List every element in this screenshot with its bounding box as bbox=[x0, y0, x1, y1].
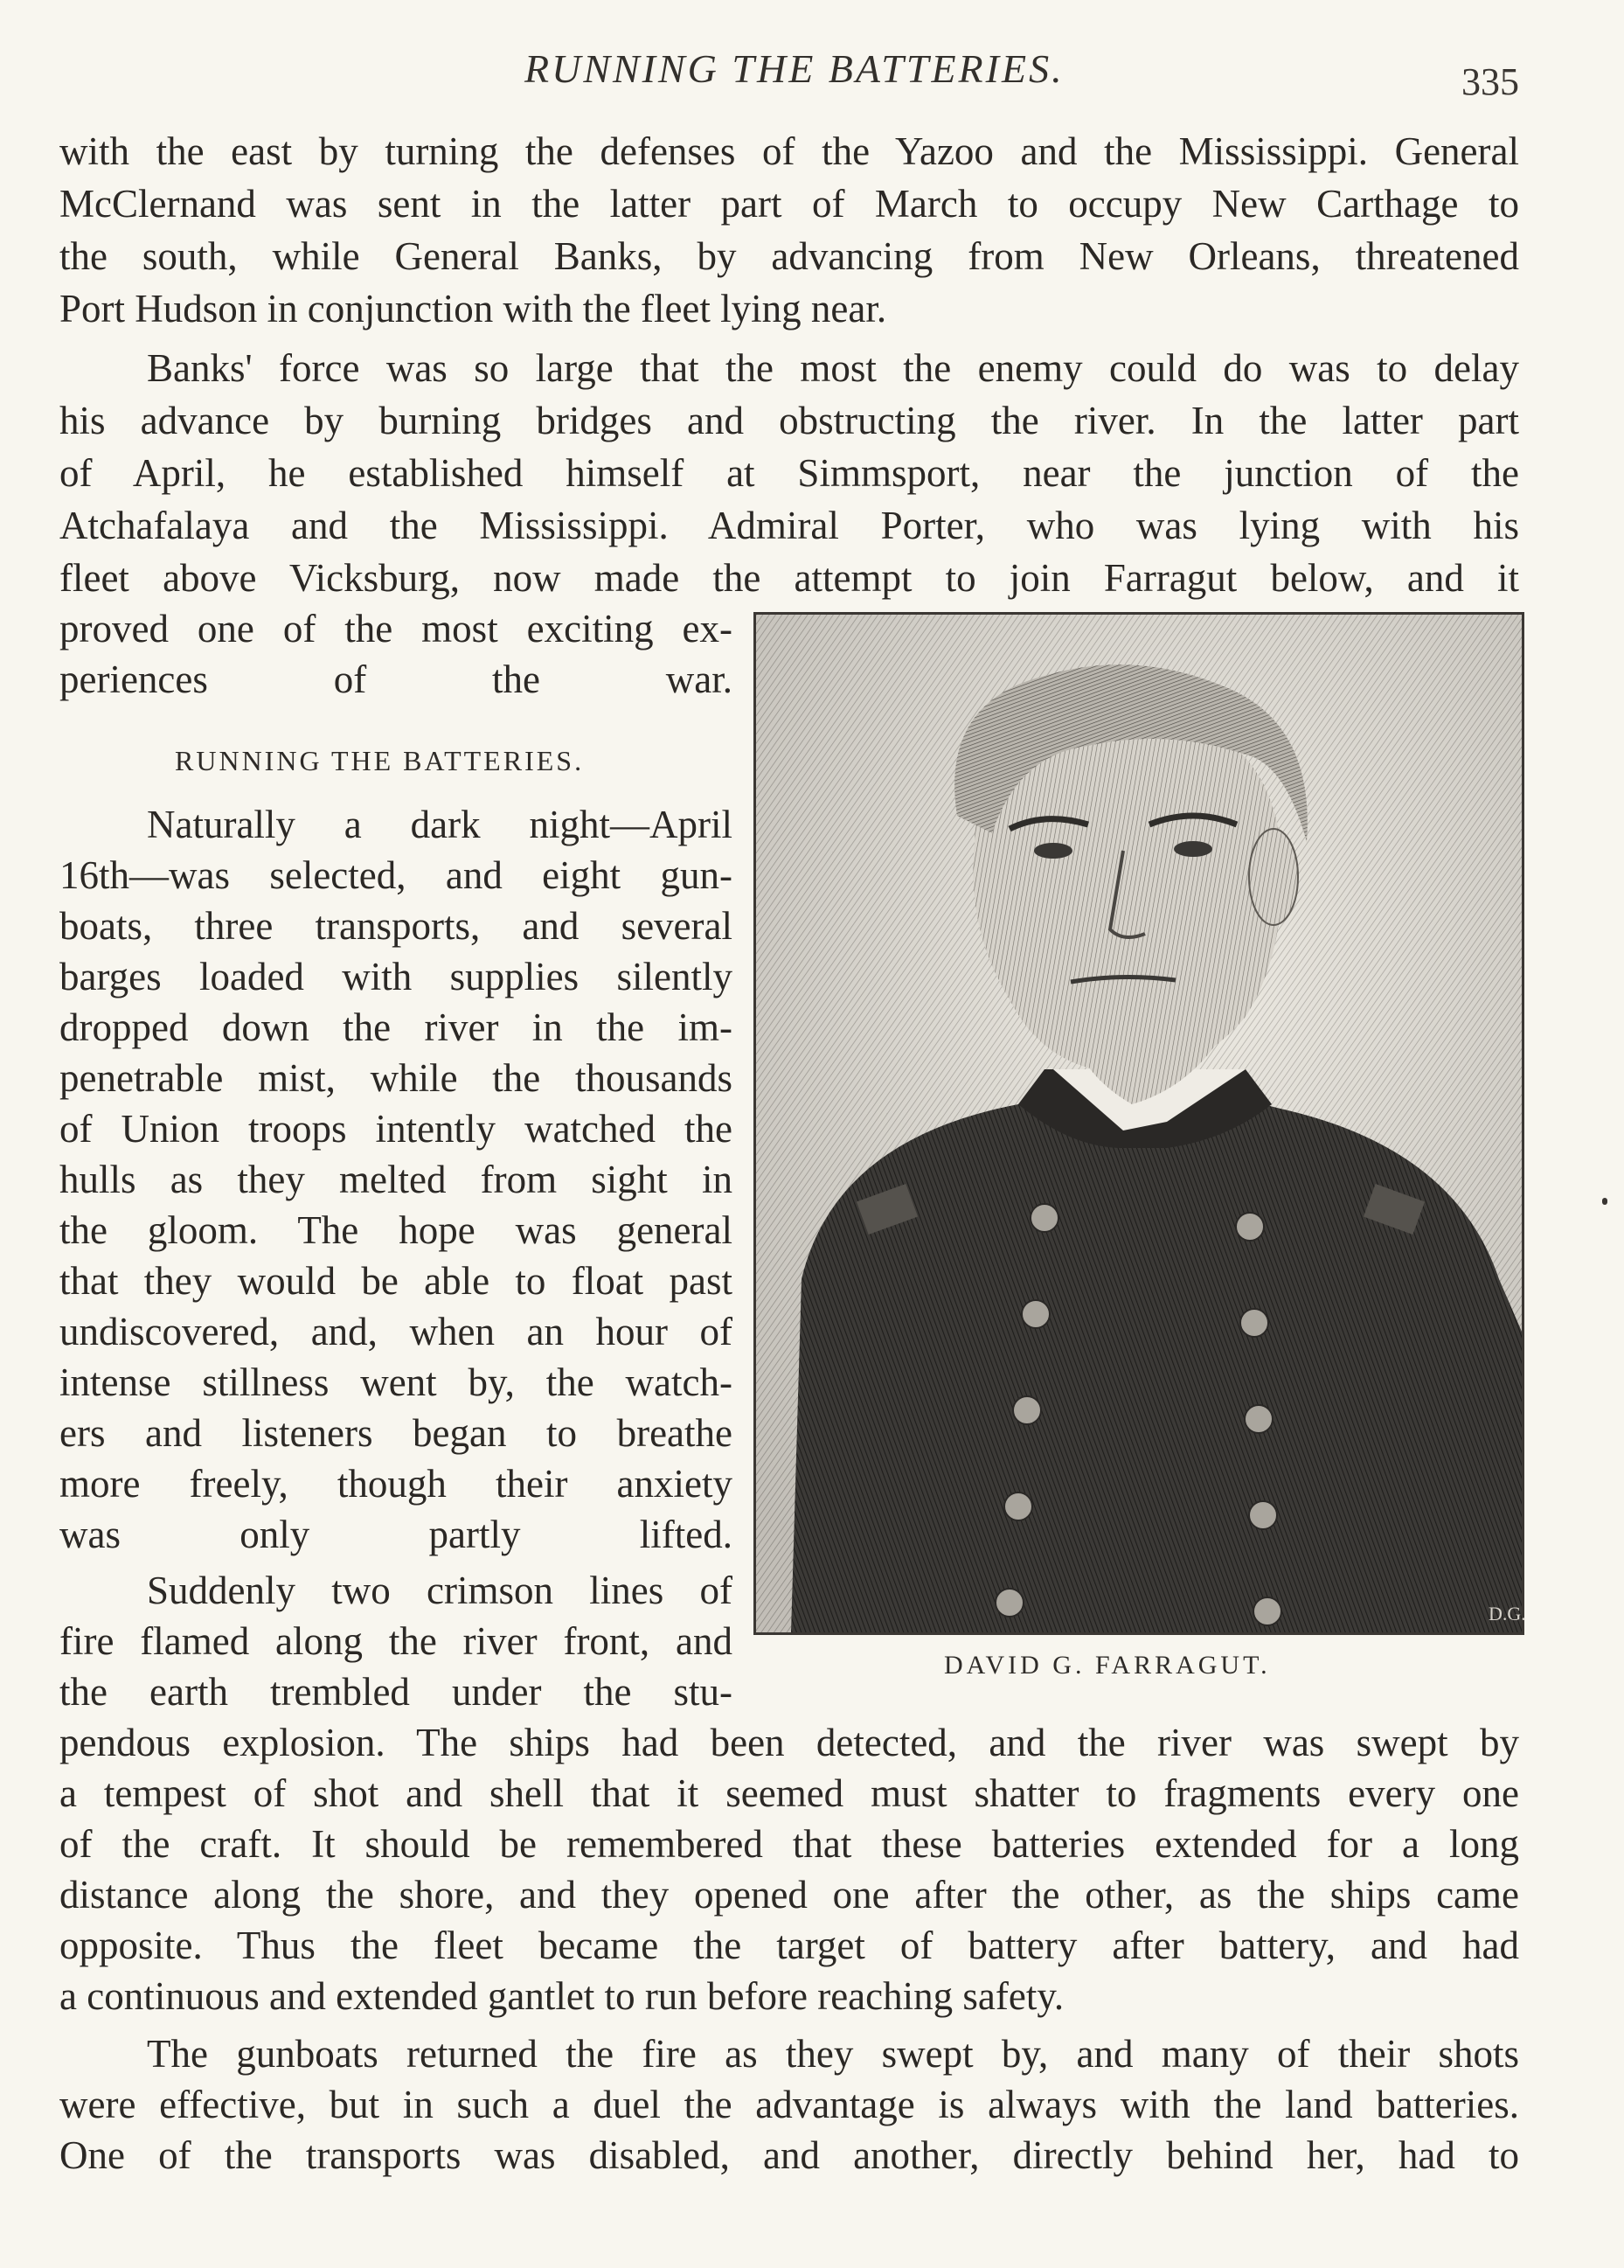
column-text-line: undiscovered, and, when an hour of bbox=[59, 1310, 732, 1353]
column-text-line: fire flamed along the river front, and bbox=[59, 1619, 732, 1663]
figure-caption: DAVID G. FARRAGUT. bbox=[944, 1651, 1271, 1680]
text-line: of the craft. It should be remembered that these batteries extended for a long bbox=[59, 1822, 1519, 1866]
column-text-line: Suddenly two crimson lines of bbox=[147, 1569, 732, 1612]
column-text-line: proved one of the most exciting ex- bbox=[59, 607, 732, 650]
engraver-mark: D.G. bbox=[1489, 1603, 1526, 1624]
column-text-line: the earth trembled under the stu- bbox=[59, 1670, 732, 1714]
text-line: Atchafalaya and the Mississippi. Admiral Porter, who was lying with his bbox=[59, 504, 1519, 547]
column-text-line: was only partly lifted. bbox=[59, 1513, 732, 1556]
column-text-line: Naturally a dark night—April bbox=[147, 803, 732, 846]
text-line: Banks' force was so large that the most the enemy could do was to delay bbox=[147, 346, 1519, 390]
column-text-line: intense stillness went by, the watch- bbox=[59, 1360, 732, 1404]
text-line: One of the transports was disabled, and another, directly behind her, had to bbox=[59, 2133, 1519, 2177]
portrait-illustration bbox=[756, 615, 1526, 1632]
text-line: a continuous and extended gantlet to run before reaching safety. bbox=[59, 1974, 1065, 2018]
column-text-line: barges loaded with supplies silently bbox=[59, 955, 732, 998]
column-text-line: more freely, though their anxiety bbox=[59, 1462, 732, 1506]
text-line: opposite. Thus the fleet became the target of battery after battery, and had bbox=[59, 1924, 1519, 1967]
text-line: the south, while General Banks, by advancing from New Orleans, threatened bbox=[59, 234, 1519, 278]
column-text-line: ers and listeners began to breathe bbox=[59, 1411, 732, 1455]
column-text-line: hulls as they melted from sight in bbox=[59, 1158, 732, 1201]
text-line: The gunboats returned the fire as they swept by, and many of their shots bbox=[147, 2032, 1519, 2076]
text-line: McClernand was sent in the latter part of March to occupy New Carthage to bbox=[59, 182, 1519, 226]
column-text-line: boats, three transports, and several bbox=[59, 904, 732, 948]
section-heading: RUNNING THE BATTERIES. bbox=[175, 745, 585, 776]
text-line: pendous explosion. The ships had been detected, and the river was swept by bbox=[59, 1721, 1519, 1764]
text-line: were effective, but in such a duel the advantage is always with the land batteries. bbox=[59, 2083, 1519, 2126]
text-line: fleet above Vicksburg, now made the attempt to join Farragut below, and it bbox=[59, 556, 1519, 600]
column-text-line: of Union troops intently watched the bbox=[59, 1107, 732, 1151]
page-number: 335 bbox=[1461, 60, 1519, 103]
running-head: RUNNING THE BATTERIES. bbox=[524, 46, 1065, 91]
text-line: his advance by burning bridges and obstructing the river. In the latter part bbox=[59, 399, 1519, 442]
text-line: of April, he established himself at Simmsport, near the junction of the bbox=[59, 451, 1519, 495]
text-line: with the east by turning the defenses of the Yazoo and the Mississippi. General bbox=[59, 129, 1519, 173]
text-line: a tempest of shot and shell that it seemed must shatter to fragments every one bbox=[59, 1771, 1519, 1815]
ink-speck bbox=[1602, 1198, 1607, 1205]
column-text-line: penetrable mist, while the thousands bbox=[59, 1056, 732, 1100]
text-line: Port Hudson in conjunction with the fleet lying near. bbox=[59, 287, 887, 330]
column-text-line: that they would be able to float past bbox=[59, 1259, 732, 1303]
column-text-line: the gloom. The hope was general bbox=[59, 1208, 732, 1252]
column-text-line: periences of the war. bbox=[59, 657, 732, 701]
column-text-line: 16th—was selected, and eight gun- bbox=[59, 853, 732, 897]
text-line: distance along the shore, and they opened one after the other, as the ships came bbox=[59, 1873, 1519, 1917]
portrait-engraving bbox=[753, 612, 1524, 1635]
column-text-line: dropped down the river in the im- bbox=[59, 1005, 732, 1049]
